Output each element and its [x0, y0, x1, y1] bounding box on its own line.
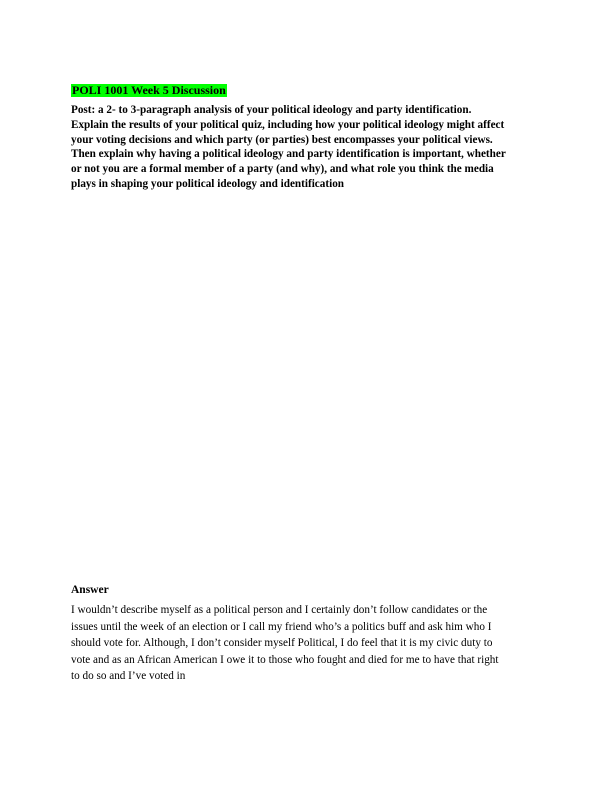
answer-heading: Answer	[71, 584, 109, 596]
prompt-line: Post: a 2- to 3-paragraph analysis of your political ideology and party identification.	[71, 104, 472, 116]
answer-line: should vote for. Although, I don’t consider myself Political, I do feel that it is my civic duty to	[71, 637, 493, 650]
prompt-line: plays in shaping your political ideology and identification	[71, 177, 345, 190]
answer-line: to do so and I’ve voted in	[71, 670, 186, 683]
answer-body	[71, 602, 541, 685]
discussion-prompt	[71, 103, 541, 192]
answer-line: I wouldn’t describe myself as a political person and I certainly don’t follow candidates or the	[71, 604, 488, 616]
prompt-line: your voting decisions and which party (or parties) best encompasses your political views.	[71, 133, 493, 146]
document-title: POLI 1001 Week 5 Discussion	[72, 83, 226, 97]
prompt-line: Explain the results of your political quiz, including how your political ideology might affect	[71, 118, 505, 131]
prompt-line: or not you are a formal member of a party (and why), and what role you think the media	[71, 163, 494, 176]
answer-line: issues until the week of an election or I call my friend who’s a politics buff and ask him who I	[71, 620, 492, 633]
prompt-line: Then explain why having a political ideology and party identification is important, whether	[71, 148, 506, 161]
answer-line: vote and as an African American I owe it to those who fought and died for me to have that right	[71, 653, 499, 666]
